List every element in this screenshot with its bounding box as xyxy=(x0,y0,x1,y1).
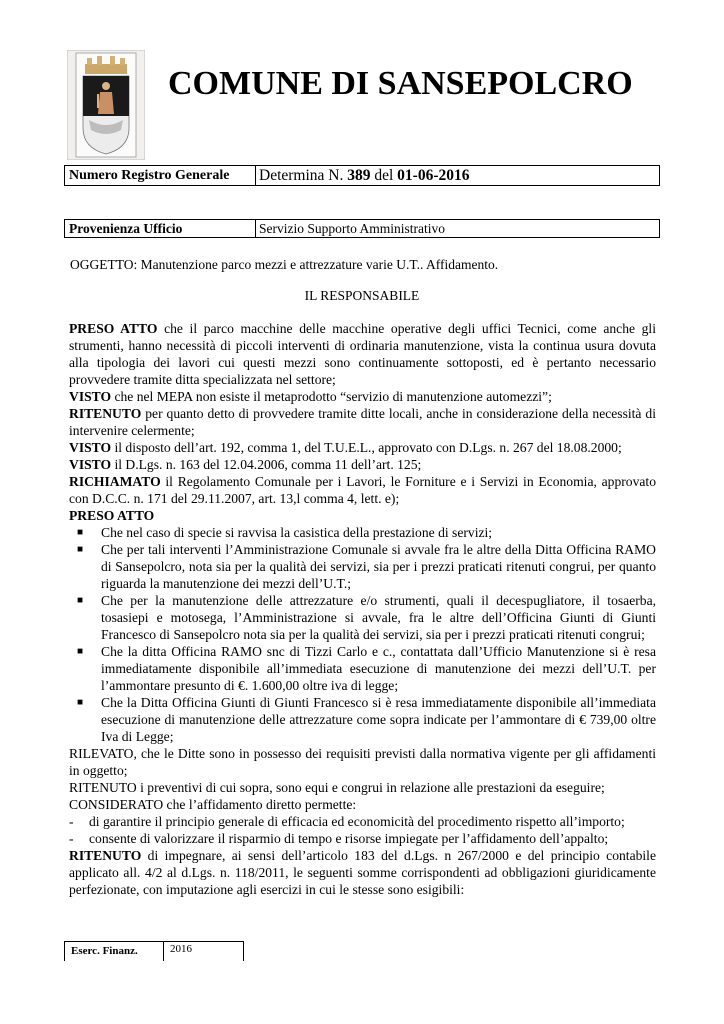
square-bullet-icon: ■ xyxy=(77,527,84,538)
document-body xyxy=(69,320,656,898)
paragraph: RICHIAMATO il Regolamento Comunale per i Lavori, le Forniture e i Servizi in Economia, approvato con D.C.C. n. 171 del 29.11.2007, art. 13,l comma 4, lett. e); xyxy=(69,474,656,506)
oggetto-line: OGGETTO: Manutenzione parco mezzi e attrezzature varie U.T.. Affidamento. xyxy=(70,257,499,272)
determina-number: 389 xyxy=(347,167,371,184)
bullet-item: ■ Che la Ditta Officina Giunti di Giunti Francesco si è resa immediatamente disponibile all’immediata esecuzione di manutenzione delle attrezzature come sopra indicate per l’ammontare di € 739,00 oltre Iva di Legge; xyxy=(77,695,656,744)
dash-item: - di garantire il principio generale di efficacia ed economicità del procedimento rispetto all’importo; xyxy=(69,814,625,829)
paragraph: PRESO ATTO che il parco macchine delle macchine operative degli uffici Tecnici, come anche gli strumenti, hanno necessità di piccoli interventi di ordinaria manutenzione, vista la continua usura dovuta alla tipologia dei lavori cui questi mezzi sono continuamente sottoposti, ed è pertanto necessario provvedere tramite ditta specializzata nel settore; xyxy=(69,321,656,387)
paragraph: RITENUTO di impegnare, ai sensi dell’articolo 183 del d.Lgs. n 267/2000 e del principio contabile applicato all. 4/2 al d.Lgs. n. 118/2011, le seguenti somme corrispondenti ad obbligazioni giuridicamente perfezionate, con imputazione agli esercizi in cui le stesse sono esigibili: xyxy=(69,848,656,897)
provenienza-label: Provenienza Ufficio xyxy=(65,220,256,237)
table-header-cell: Eserc. Finanz. xyxy=(65,942,164,961)
determina-value xyxy=(254,166,659,185)
paragraph: RITENUTO i preventivi di cui sopra, sono equi e congrui in relazione alle prestazioni da eseguire; xyxy=(69,780,605,795)
square-bullet-icon: ■ xyxy=(77,697,84,708)
paragraph: CONSIDERATO che l’affidamento diretto permette: xyxy=(69,797,357,812)
responsabile-heading: IL RESPONSABILE xyxy=(304,288,420,303)
bullet-item: ■ Che per tali interventi l’Amministrazione Comunale si avvale fra le altre della Ditta Officina RAMO di Sansepolcro, nota sia per la qualità dei servizi, sia per i prezzi praticati ritenuti congrui, per quanto riguarda la manutenzione dei mezzi dell’U.T.; xyxy=(77,542,656,591)
paragraph: RITENUTO per quanto detto di provvedere tramite ditte locali, anche in considerazione della necessità di intervenire celermente; xyxy=(69,406,656,438)
bullet-item: ■ Che la ditta Officina RAMO snc di Tizzi Carlo e c., contattata dall’Ufficio Manutenzione si è resa immediatamente disponibile all’immediata esecuzione di manutenzione dei mezzi dell’U.T. per l’ammontare presunto di €. 1.600,00 oltre iva di legge; xyxy=(77,644,656,693)
paragraph: VISTO che nel MEPA non esiste il metaprodotto “servizio di manutenzione automezzi”; xyxy=(69,389,552,404)
registro-row xyxy=(64,165,660,186)
square-bullet-icon: ■ xyxy=(77,646,84,657)
paragraph: VISTO il D.Lgs. n. 163 del 12.04.2006, comma 11 dell’art. 125; xyxy=(69,457,422,472)
provenienza-row xyxy=(64,219,660,238)
page-title: COMUNE DI SANSEPOLCRO xyxy=(168,65,633,102)
square-bullet-icon: ■ xyxy=(77,595,84,606)
dash-item: - consente di valorizzare il risparmio di tempo e risorse impiegate per l’affidamento dell’appalto; xyxy=(69,831,609,846)
budget-table xyxy=(64,941,244,961)
provenienza-value: Servizio Supporto Amministrativo xyxy=(259,221,445,236)
paragraph: PRESO ATTO xyxy=(69,508,155,523)
determina-prefix: Determina N. xyxy=(259,167,344,184)
paragraph: RILEVATO, che le Ditte sono in possesso dei requisiti previsti dalla normativa vigente per gli affidamenti in oggetto; xyxy=(69,746,656,778)
coat-of-arms-icon xyxy=(67,50,145,160)
paragraph: VISTO il disposto dell’art. 192, comma 1, del T.U.E.L., approvato con D.Lgs. n. 267 del 18.08.2000; xyxy=(69,440,622,455)
table-value-cell: 2016 xyxy=(170,943,192,955)
square-bullet-icon: ■ xyxy=(77,544,84,555)
bullet-item: ■ Che per la manutenzione delle attrezzature e/o strumenti, quali il decespugliatore, il tosaerba, tosasiepi e motosega, l’Amministrazione si avvale, fra le altre dell’Officina Giunti di Giunti Francesco di Sansepolcro nota sia per la qualità dei servizi, sia per i prezzi praticati ritenuti congrui; xyxy=(77,593,656,642)
bullet-item: ■ Che nel caso di specie si ravvisa la casistica della prestazione di servizi; xyxy=(77,525,493,540)
registro-label: Numero Registro Generale xyxy=(65,166,256,185)
determina-date: 01-06-2016 xyxy=(397,167,470,184)
determina-del: del xyxy=(374,167,394,184)
